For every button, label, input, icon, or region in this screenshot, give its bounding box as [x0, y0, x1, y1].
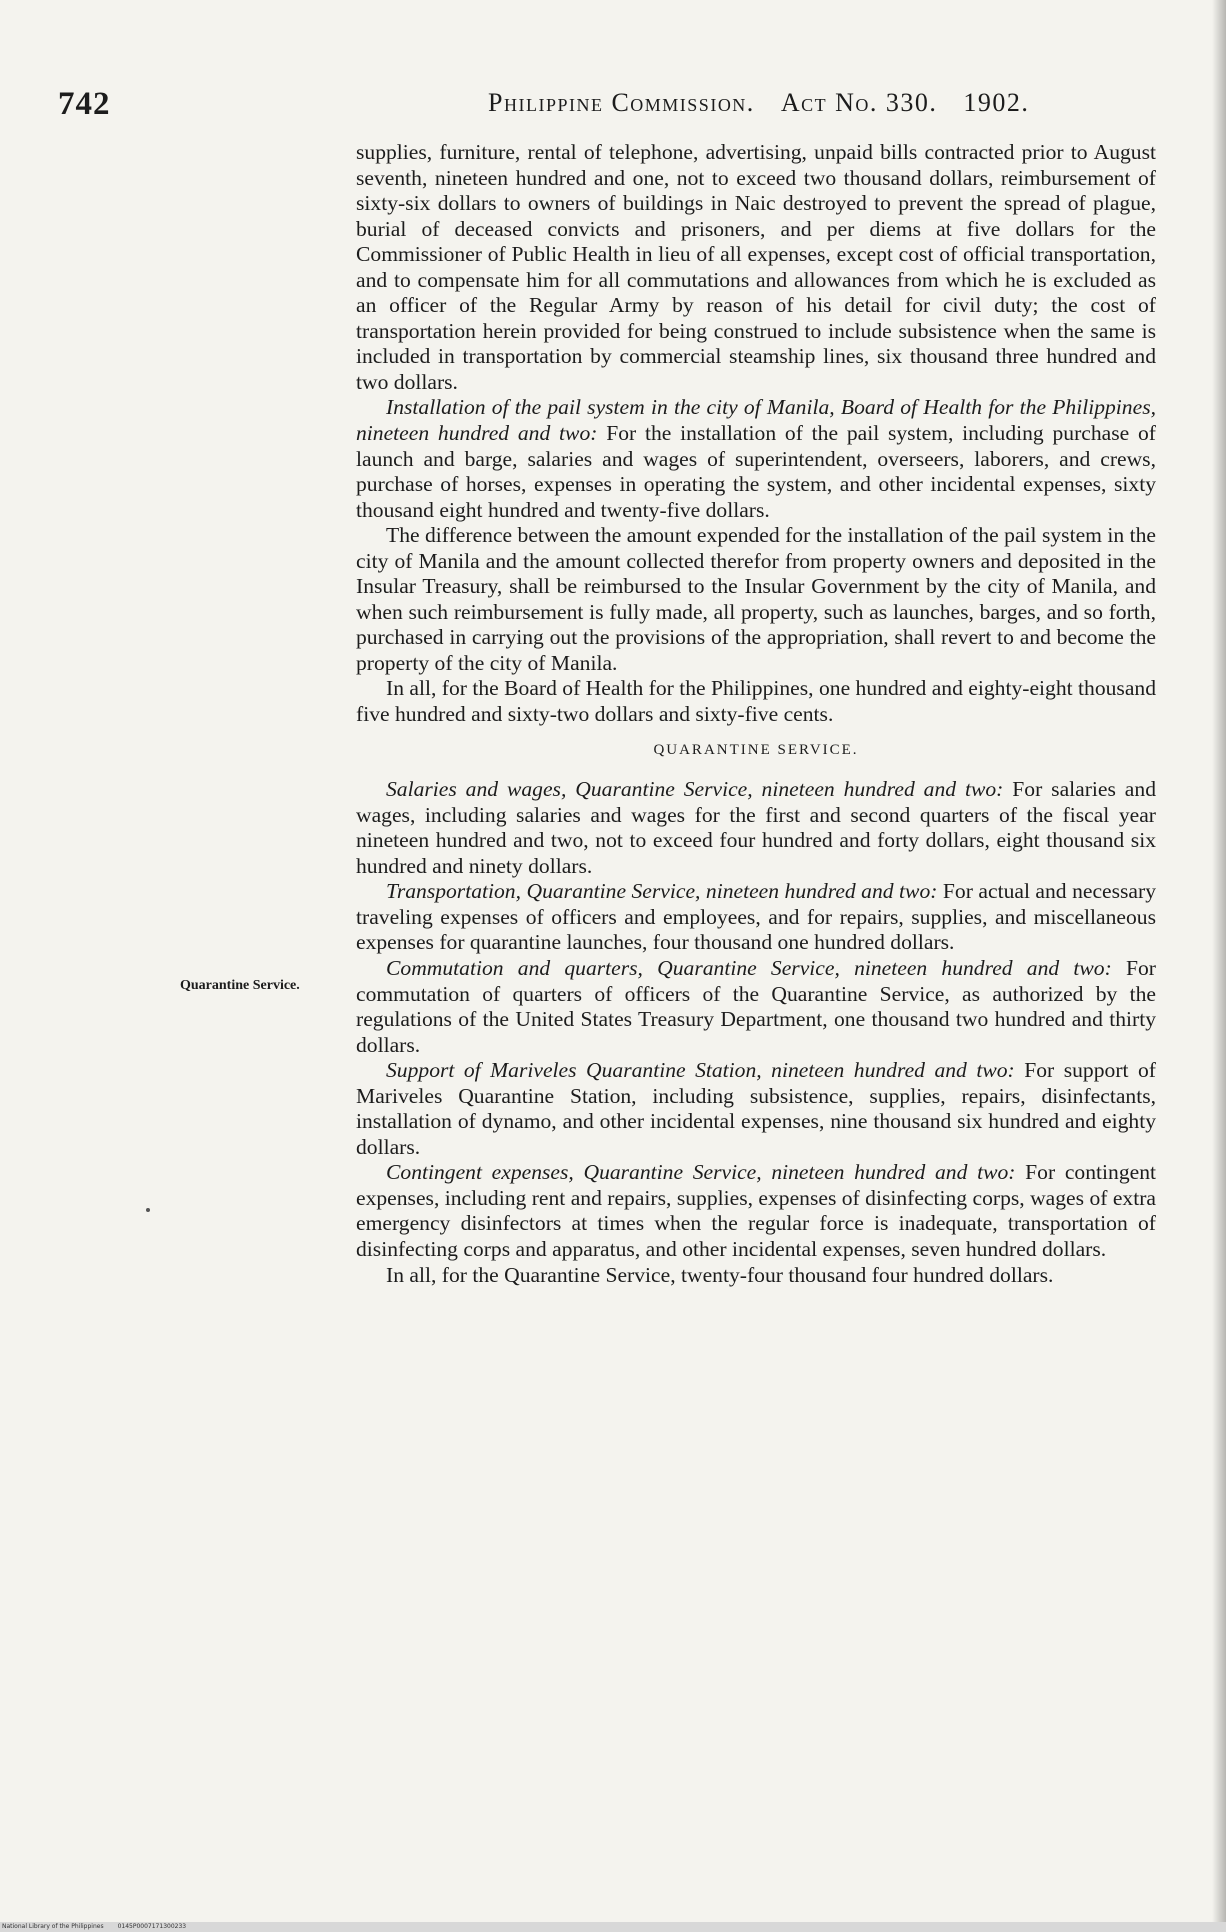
margin-note-quarantine: Quarantine Service. [180, 978, 300, 993]
paragraph-commutation [356, 956, 1156, 1058]
paragraph-salaries [356, 777, 1156, 879]
scan-speck [146, 1208, 150, 1212]
running-head [488, 88, 1055, 118]
paragraph-board-total: In all, for the Board of Health for the Philippines, one hundred and eighty-eight thousand five hundred and sixty-two dollars and sixty-five cents. [356, 676, 1156, 727]
paragraph-pail-system [356, 395, 1156, 523]
item-text: For salaries and wages, including salaries and wages for the first and second quarters of the fiscal year nineteen hundred and two, not to exceed four hundred and forty dollars, eight thousand six hundred and ninety dollars. [356, 777, 1156, 878]
paragraph-contingent [356, 1160, 1156, 1262]
paragraph-reimbursement: The difference between the amount expended for the installation of the pail system in the city of Manila and the amount collected therefor from property owners and deposited in the Insular Treasury, shall be reimbursed to the Insular Government by the city of Manila, and when such reimbursement is fully made, all property, such as launches, barges, and so forth, purchased in carrying out the provisions of the appropriation, shall revert to and become the property of the city of Manila. [356, 523, 1156, 675]
body-text [356, 140, 1156, 1288]
item-caption: Commutation and quarters, Quarantine Service, nineteen hundred and two: [386, 955, 1112, 980]
footer-library: National Library of the Philippines [2, 1923, 104, 1930]
page-edge-shadow [1212, 0, 1226, 1932]
item-text: For the installation of the pail system, including purchase of launch and barge, salaries and wages of superintendent, overseers, laborers, and crews, purchase of horses, expenses in operating the system, and other incidental expenses, sixty thousand eight hundred and twenty-five dollars. [356, 421, 1156, 522]
scan-footer [2, 1922, 200, 1932]
section-heading: QUARANTINE SERVICE. [653, 741, 859, 758]
item-text: For contingent expenses, including rent and repairs, supplies, expenses of disinfecting corps, wages of extra emergency disinfectors at times when the regular force is inadequate, transportation of disinfecting corps and apparatus, and other incidental expenses, seven hundred dollars. [356, 1160, 1156, 1261]
item-caption: Installation of the pail system in the city of Manila, Board of Health for the Philippines, nineteen hundred and two: [356, 395, 1156, 446]
item-caption: Support of Mariveles Quarantine Station, nineteen hundred and two: [386, 1058, 1015, 1083]
footer-id: 0145P0007171300233 [117, 1923, 187, 1930]
running-head-title: Philippine Commission. [488, 88, 755, 117]
item-text: For actual and necessary traveling expenses of officers and employees, and for repairs, supplies, and miscellaneous expenses for quarantine launches, four thousand one hundred dollars. [356, 879, 1156, 955]
item-caption: Salaries and wages, Quarantine Service, nineteen hundred and two: [386, 777, 1004, 802]
item-caption: Transportation, Quarantine Service, nineteen hundred and two: [386, 879, 938, 904]
paragraph-quarantine-total: In all, for the Quarantine Service, twenty-four thousand four hundred dollars. [386, 1262, 1054, 1287]
paragraph-continuation: supplies, furniture, rental of telephone, advertising, unpaid bills contracted prior to August seventh, nineteen hundred and one, not to exceed two thousand dollars, reimbursement of sixty-six dollars to owners of buildings in Naic destroyed to prevent the spread of plague, burial of deceased convicts and prisoners, and per diems at five dollars for the Commissioner of Public Health in lieu of all expenses, except cost of official transportation, and to compensate him for all commutations and allowances from which he is excluded as an officer of the Regular Army by reason of his detail for civil duty; the cost of transportation herein provided for being construed to include subsistence when the same is included in transportation by commercial steamship lines, six thousand three hundred and two dollars. [356, 140, 1156, 394]
paragraph-mariveles [356, 1058, 1156, 1160]
item-text: For commutation of quarters of officers of the Quarantine Service, as authorized by the regulations of the United States Treasury Department, one thousand two hundred and thirty dollars. [356, 955, 1156, 1057]
running-head-year: 1902. [963, 88, 1030, 117]
item-caption: Contingent expenses, Quarantine Service, nineteen hundred and two: [386, 1160, 1016, 1185]
page-number: 742 [58, 86, 111, 122]
paragraph-transportation [356, 879, 1156, 956]
item-text: For support of Mariveles Quarantine Station, including subsistence, supplies, repairs, disinfectants, installation of dynamo, and other incidental expenses, nine thousand six hundred and eighty dollars. [356, 1058, 1156, 1159]
running-head-act: Act No. 330. [780, 88, 938, 117]
